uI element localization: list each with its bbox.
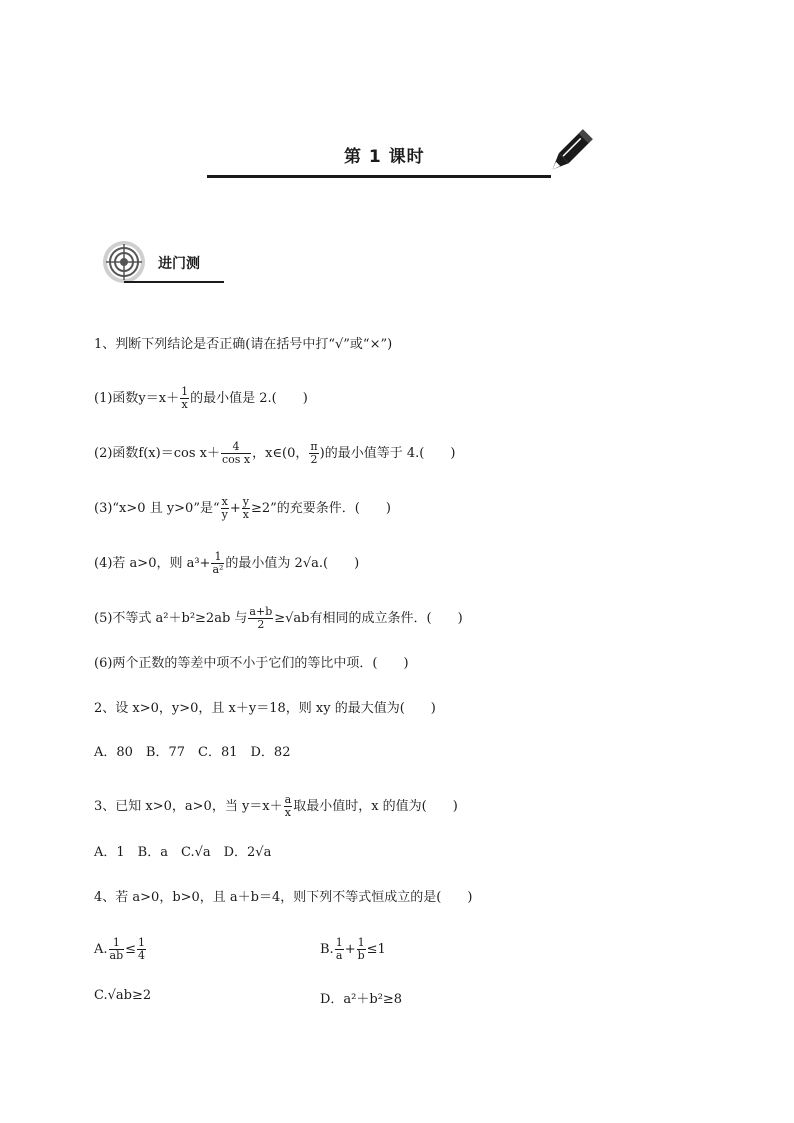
q1-statement-6: (6)两个正数的等差中项不小于它们的等比中项．( ) <box>94 656 409 671</box>
q4-option-c: C.√ab≥2 <box>94 988 152 1003</box>
q4-stem: 4、若 a>0，b>0，且 a＋b＝4，则下列不等式恒成立的是( ) <box>94 890 473 905</box>
q1-statement-2: (2)函数f(x)＝cos x＋ $\frac{4}{\text{cos x}}$ ，x∈(0， $\frac{\pi}{2}$ )的最小值等于 4.( ) <box>94 440 456 466</box>
q1-statement-3: (3)“x>0 且 y>0”是“ $\frac{x}{y}$ + $\frac{y}{x}$ ≥2”的充要条件．( ) <box>94 495 391 521</box>
fraction: $\frac{1}{b}$ <box>357 936 365 962</box>
fraction: $\frac{1}{x}$ <box>181 385 189 411</box>
q1-statement-5: (5)不等式 a²＋b²≥2ab 与 $\frac{a+b}{2}$ ≥√ab有相同的成立条件．( ) <box>94 605 463 631</box>
fraction: $\frac{1}{ab}$ <box>109 936 124 962</box>
q2-options: A．80 B．77 C．81 D．82 <box>94 745 291 760</box>
q4-option-d: D．a²＋b²≥8 <box>320 992 403 1007</box>
q4-option-b: B. $\frac{1}{a}$ + $\frac{1}{b}$ ≤1 <box>320 936 386 962</box>
page-title: 第 1 课时 <box>344 147 425 167</box>
section-underline <box>124 281 224 283</box>
q1-stem: 1、判断下列结论是否正确(请在括号中打“√”或“×”) <box>94 337 393 352</box>
pencil-icon <box>543 128 593 180</box>
q1-statement-1: (1)函数y＝x＋ $\frac{1}{x}$ 的最小值是 2.( ) <box>94 385 308 411</box>
fraction: $\frac{x}{y}$ <box>221 495 228 521</box>
q4-option-a: A. $\frac{1}{ab}$ ≤ $\frac{1}{4}$ <box>94 936 146 962</box>
q1-statement-4: (4)若 a>0，则 a³+ $\frac{1}{\text{a²}}$ 的最小值为 2√a.( ) <box>94 550 360 576</box>
fraction: $\frac{a}{x}$ <box>284 793 292 819</box>
fraction: $\frac{\pi}{2}$ <box>310 440 318 466</box>
q3-stem: 3、已知 x>0，a>0，当 y＝x＋ $\frac{a}{x}$ 取最小值时，x 的值为( ) <box>94 793 458 819</box>
section-title: 进门测 <box>158 256 200 272</box>
title-underline <box>207 175 551 178</box>
target-icon <box>102 240 146 284</box>
fraction: $\frac{y}{x}$ <box>242 495 249 521</box>
q3-options: A．1 B．a C.√a D．2√a <box>94 845 272 860</box>
fraction: $\frac{1}{\text{a²}}$ <box>212 550 224 576</box>
q2-stem: 2、设 x>0，y>0，且 x＋y＝18，则 xy 的最大值为( ) <box>94 701 436 716</box>
fraction: $\frac{4}{\text{cos x}}$ <box>221 440 251 466</box>
fraction: $\frac{a+b}{2}$ <box>249 605 273 631</box>
fraction: $\frac{1}{a}$ <box>335 936 343 962</box>
fraction: $\frac{1}{4}$ <box>138 936 146 962</box>
